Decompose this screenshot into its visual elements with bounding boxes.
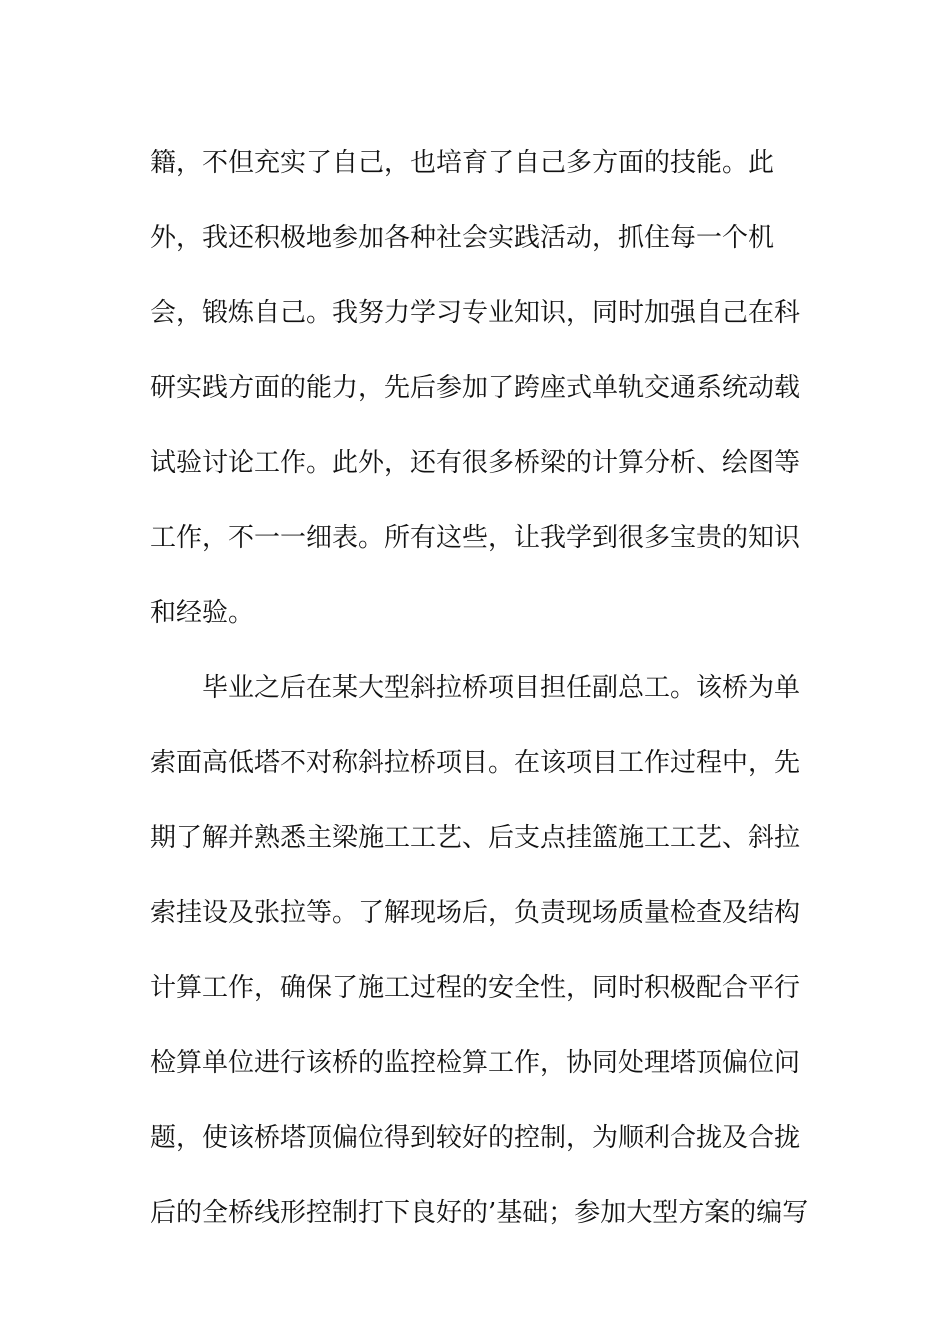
paragraph-2-line-3: 期了解并熟悉主梁施工工艺、后支点挂篮施工工艺、斜拉: [150, 823, 801, 853]
paragraph-1-line-3: 会，锻炼自己。我努力学习专业知识，同时加强自己在科: [150, 298, 801, 328]
paragraph-2-line-2: 索面高低塔不对称斜拉桥项目。在该项目工作过程中，先: [150, 748, 801, 778]
paragraph-1-line-1: 籍，不但充实了自己，也培育了自己多方面的技能。此: [150, 148, 775, 178]
paragraph-1-line-7: 和经验。: [150, 598, 255, 628]
paragraph-2-line-7: 题，使该桥塔顶偏位得到较好的控制，为顺利合拢及合拢: [150, 1123, 801, 1153]
paragraph-2-line-6: 检算单位进行该桥的监控检算工作，协同处理塔顶偏位问: [150, 1048, 801, 1078]
paragraph-1-line-2: 外，我还积极地参加各种社会实践活动，抓住每一个机: [150, 223, 775, 253]
paragraph-2-line-1: 毕业之后在某大型斜拉桥项目担任副总工。该桥为单: [202, 673, 801, 703]
paragraph-1-line-4: 研实践方面的能力，先后参加了跨座式单轨交通系统动载: [150, 373, 801, 403]
paragraph-2-line-8: 后的全桥线形控制打下良好的’基础；参加大型方案的编写: [150, 1198, 809, 1228]
paragraph-2-line-4: 索挂设及张拉等。了解现场后，负责现场质量检查及结构: [150, 898, 801, 928]
paragraph-2-line-5: 计算工作，确保了施工过程的安全性，同时积极配合平行: [150, 973, 801, 1003]
paragraph-1-line-5: 试验讨论工作。此外，还有很多桥梁的计算分析、绘图等: [150, 448, 801, 478]
body-text: [150, 126, 810, 1251]
paragraph-1-line-6: 工作，不一一细表。所有这些，让我学到很多宝贵的知识: [150, 523, 801, 553]
